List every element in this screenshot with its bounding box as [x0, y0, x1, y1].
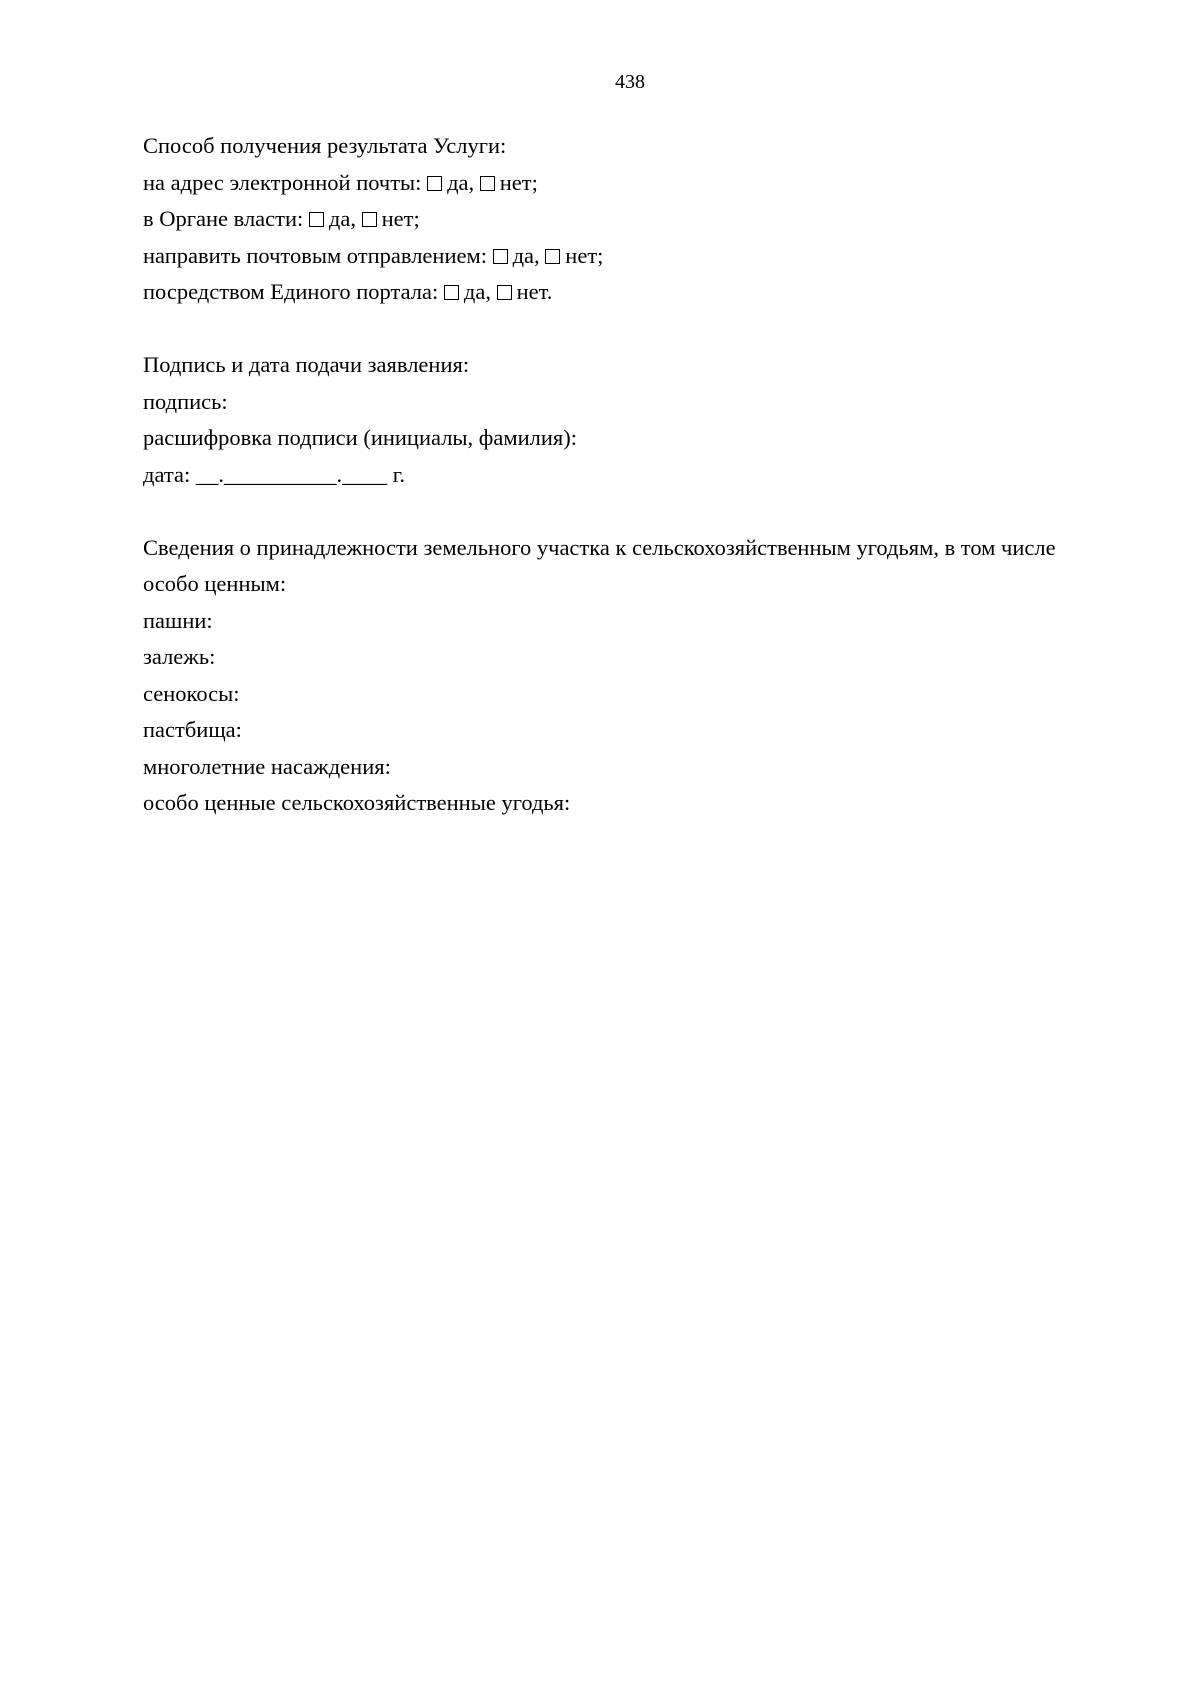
- checkbox-yes-email[interactable]: [427, 176, 442, 191]
- document-body: [143, 128, 1093, 822]
- checkbox-no-post[interactable]: [545, 249, 560, 264]
- option-portal: [143, 274, 1093, 311]
- land-item-valuable-lands[interactable]: особо ценные сельскохозяйственные угодья:: [143, 790, 571, 815]
- land-item-pastures[interactable]: пастбища:: [143, 717, 242, 742]
- option-label: посредством Единого портала:: [143, 279, 439, 304]
- checkbox-no-portal[interactable]: [497, 285, 512, 300]
- date-field[interactable]: дата: __.__________.____ г.: [143, 461, 406, 487]
- option-post: [143, 238, 1093, 275]
- yes-label: да,: [447, 169, 475, 195]
- land-item-arable[interactable]: пашни:: [143, 607, 213, 633]
- yes-label: да,: [328, 206, 356, 231]
- signature-heading: Подпись и дата подачи заявления:: [143, 352, 470, 377]
- option-label: в Органе власти:: [143, 206, 304, 231]
- paragraph-gap: [143, 311, 1093, 348]
- option-email: [143, 165, 1093, 202]
- yes-label: да,: [512, 242, 540, 268]
- no-label: нет.: [516, 279, 553, 304]
- no-label: нет;: [565, 242, 604, 268]
- land-item-perennial-plantings[interactable]: многолетние насаждения:: [143, 753, 391, 779]
- checkbox-yes-authority[interactable]: [309, 212, 324, 227]
- signature-field[interactable]: подпись:: [143, 388, 228, 414]
- checkbox-yes-post[interactable]: [493, 249, 508, 264]
- land-item-hayfields[interactable]: сенокосы:: [143, 680, 240, 706]
- signature-decode-field[interactable]: расшифровка подписи (инициалы, фамилия):: [143, 425, 578, 450]
- no-label: нет;: [499, 169, 538, 195]
- checkbox-no-email[interactable]: [480, 176, 495, 191]
- result-method-heading: Способ получения результата Услуги:: [143, 133, 507, 158]
- checkbox-no-authority[interactable]: [362, 212, 377, 227]
- page-number: 438: [615, 71, 645, 93]
- option-authority: [143, 201, 1093, 238]
- land-item-fallow[interactable]: залежь:: [143, 644, 216, 669]
- land-info-heading: Сведения о принадлежности земельного участка к сельскохозяйственным угодьям, в том числе особо ценным:: [143, 534, 1056, 596]
- no-label: нет;: [381, 206, 420, 231]
- paragraph-gap: [143, 493, 1093, 530]
- checkbox-yes-portal[interactable]: [444, 285, 459, 300]
- yes-label: да,: [463, 279, 491, 304]
- option-label: направить почтовым отправлением:: [143, 242, 487, 268]
- option-label: на адрес электронной почты:: [143, 169, 422, 195]
